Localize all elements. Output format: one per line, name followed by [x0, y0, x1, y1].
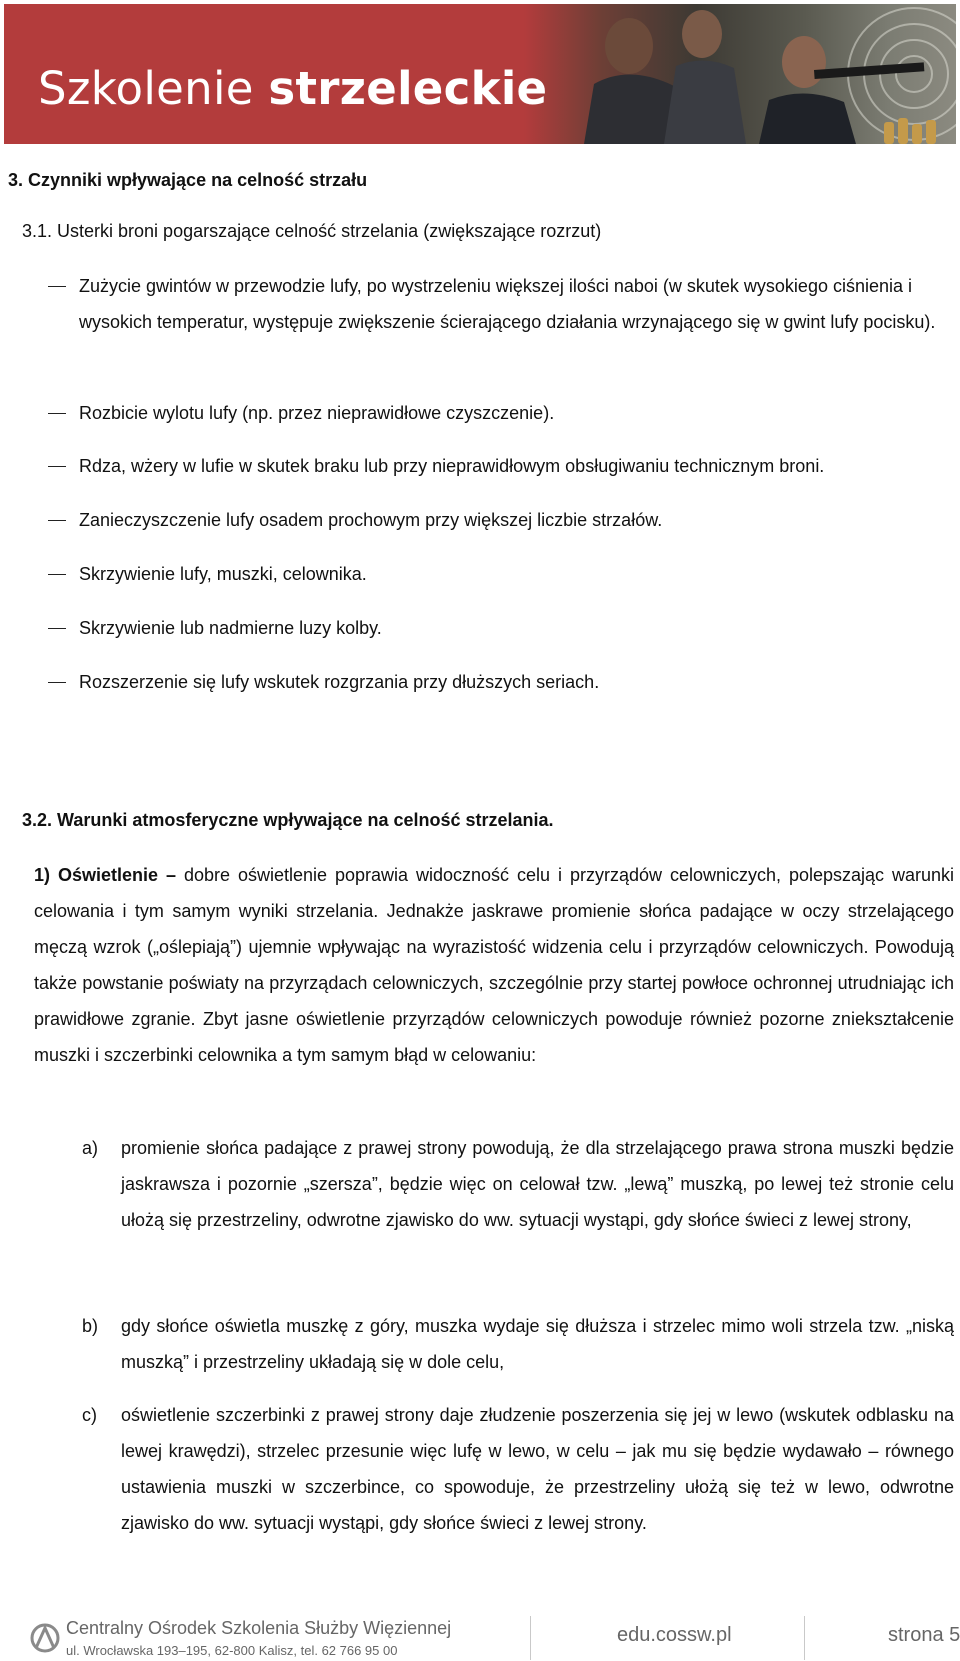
header-banner [4, 4, 956, 144]
case-text: oświetlenie szczerbinki z prawej strony daje złudzenie poszerzenia się jej w lewo (wskutek odblasku na lewej krawędzi), strzelec przesunie więc lufę w lewo, w celu – jak mu się będzie wydawało – równego ustawienia muszki w szczerbince, co spowoduje, że przestrzeliny ułożą się też w lewo, odwrotne zjawisko do ww. sytuacji wystąpi, gdy słońce świeci z lewej strony. [121, 1405, 954, 1533]
list-item: Rozszerzenie się lufy wskutek rozgrzania przy dłuższych seriach. [79, 672, 600, 692]
cossw-logo [30, 1618, 60, 1658]
case-label: b) [82, 1316, 99, 1336]
case-text: gdy słońce oświetla muszkę z góry, muszka wydaje się dłuższa i strzelec mimo woli strzela tzw. „niską muszką” i przestrzeliny układają się w dole celu, [121, 1316, 954, 1372]
list-item: Zużycie gwintów w przewodzie lufy, po wystrzeleniu większej ilości naboi (w skutek wysokiego ciśnienia i wysokich temperatur, występuje zwiększenie ścierającego działania wrzynającego się w gwint lufy pocisku). [79, 276, 936, 332]
footer-url[interactable]: edu.cossw.pl [617, 1624, 732, 1646]
list-dash [48, 286, 66, 287]
list-dash [48, 413, 66, 414]
list-dash [48, 574, 66, 575]
footer-divider [530, 1616, 531, 1660]
list-item: Rdza, wżery w lufie w skutek braku lub przy nieprawidłowym obsługiwaniu technicznym broni. [79, 456, 825, 476]
shooting-range-photo [564, 4, 956, 144]
banner-title-light: Szkolenie [38, 62, 269, 115]
footer-org-name: Centralny Ośrodek Szkolenia Służby Więziennej [66, 1618, 452, 1638]
list-item: Rozbicie wylotu lufy (np. przez nieprawidłowe czyszczenie). [79, 403, 555, 423]
list-item: Skrzywienie lub nadmierne luzy kolby. [79, 618, 382, 638]
case-label: a) [82, 1138, 99, 1158]
lighting-paragraph [34, 857, 954, 1073]
list-dash [48, 466, 66, 467]
footer-divider [804, 1616, 805, 1660]
banner-title-bold: strzeleckie [268, 62, 548, 115]
subsection-heading-1 [22, 221, 601, 242]
subsection-heading-2: 3.2. Warunki atmosferyczne wpływające na celność strzelania. [22, 810, 554, 830]
lighting-text: dobre oświetlenie poprawia widoczność celu i przyrządów celowniczych, polepszając warunki celowania i tym samym wyniki strzelania. Jednakże jaskrawe promienie słońca padające w oczy strzelającego męczą wzrok („oślepiają”) ujemnie wpływając na wyrazistość widzenia celu i przyrządów celowniczych. Powodują także powstanie poświaty na przyrządach celowniczych, szczególnie przy startej powłoce ochronnej utrudniając ich prawidłowe zgranie. Zbyt jasne oświetlenie przyrządów celowniczych powoduje również pozorne zniekształcenie muszki i szczerbinki celownika a tym samym błąd w celowaniu: [34, 865, 955, 1065]
list-dash [48, 682, 66, 683]
footer-address: ul. Wrocławska 193–195, 62-800 Kalisz, tel. 62 766 95 00 [66, 1643, 398, 1658]
lighting-dash: – [158, 865, 184, 885]
case-text: promienie słońca padające z prawej strony powodują, że dla strzelającego prawa strona muszki będzie jaskrawsza i pozornie „szersza”, będzie więc on celował tzw. „lewą” muszką, po lewej też stronie celu ułożą się przestrzeliny, odwrotne zjawisko do ww. sytuacji wystąpi, gdy słońce świeci z lewej strony, [121, 1138, 954, 1230]
page-footer [0, 1608, 960, 1661]
section-heading: 3. Czynniki wpływające na celność strzału [8, 170, 368, 190]
page-number: strona 5 [888, 1624, 960, 1646]
list-item: Skrzywienie lufy, muszki, celownika. [79, 564, 367, 584]
case-label: c) [82, 1405, 97, 1425]
list-dash [48, 628, 66, 629]
lighting-label: 1) Oświetlenie [34, 865, 159, 885]
subsection-heading-1-text: 3.1. Usterki broni pogarszające celność strzelania (zwiększające rozrzut) [22, 221, 602, 241]
banner-title [38, 62, 547, 115]
list-dash [48, 520, 66, 521]
list-item: Zanieczyszczenie lufy osadem prochowym przy większej liczbie strzałów. [79, 510, 663, 530]
